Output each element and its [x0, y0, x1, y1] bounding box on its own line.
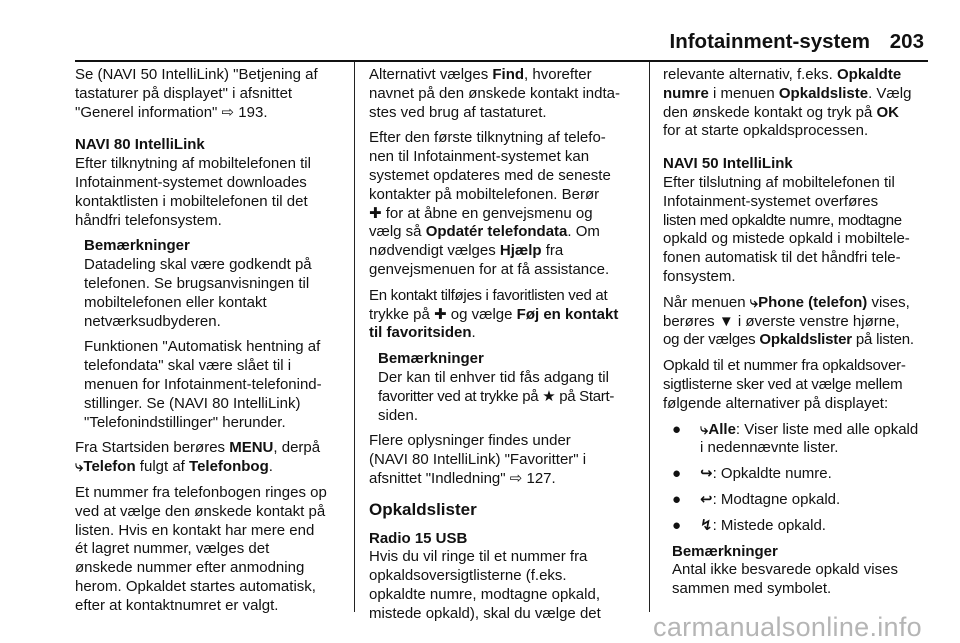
column-1 [75, 66, 347, 623]
radio15-section: Radio 15 USB Hvis du vil ringe til et nummer fra opkaldsoversigtlisterne (f.eks. opkaldte numre, modtagne opkald, mistede opkald), skal du vælge det [369, 530, 641, 624]
column-2 [369, 66, 641, 631]
instruction-paragraph: Fra Startsiden berøres MENU, derpå ⤷Telefon fulgt af Telefonbog. [75, 439, 321, 476]
page-header [0, 30, 960, 56]
intro-paragraph: Se (NAVI 50 IntelliLink) "Betjening af tastaturer på displayet" i afsnittet "Generel information" ⇨ 193. [75, 66, 318, 121]
note-block: Bemærkninger Antal ikke besvarede opkald vises sammen med symbolet. [672, 543, 931, 599]
column-divider-1 [354, 62, 355, 612]
body-paragraph: En kontakt tilføjes i favoritlisten ved at trykke på ✚ og vælge Føj en kontakt til favoritsiden. [369, 286, 619, 342]
body-paragraph: Alternativt vælges Find, hvorefter navnet på den ønskede kontakt indta- stes ved brug af tastaturet. [369, 66, 621, 121]
phone-icon: ⤷ [700, 420, 709, 438]
menu-keyword: MENU [229, 439, 274, 457]
body-paragraph: Opkald til et nummer fra opkaldsover- sigtlisterne sker ved at vælge mellem følgende alternativer på displayet: [663, 357, 906, 412]
watermark: carmanualsonline.info [653, 612, 922, 642]
note-heading: Bemærkninger [672, 542, 778, 560]
subsection-heading: Radio 15 USB [369, 529, 468, 547]
section-heading: NAVI 50 IntelliLink [663, 155, 793, 173]
note-heading: Bemærkninger [84, 237, 190, 255]
note-heading: Bemærkninger [378, 350, 484, 368]
body-paragraph: Når menuen ⤷Phone (telefon) vises, berøres ▼ i øverste venstre hjørne, og der vælges Opkaldslister på listen. [663, 293, 914, 349]
column-3 [663, 66, 931, 606]
list-item: ● ↩: Modtagne opkald. [672, 490, 841, 508]
body-paragraph: Flere oplysninger findes under (NAVI 80 IntelliLink) "Favoritter" i afsnittet "Indledning" ⇨ 127. [369, 432, 587, 487]
phone-icon: ⤷ [749, 293, 759, 311]
page-title: Infotainment-system [669, 30, 870, 53]
call-list-options [663, 421, 931, 536]
page-number: 203 [889, 30, 924, 53]
header-rule [75, 60, 928, 62]
note-paragraph: Funktionen "Automatisk hentning af telefondata" skal være slået til i menuen for Infotainment-telefonind- stillinger. Se (NAVI 80 IntelliLink) "Telefonindstillinger" herunder. [84, 338, 322, 431]
bullet: ● [672, 465, 682, 483]
bullet: ● [672, 516, 682, 534]
list-item: ● ↯: Mistede opkald. [672, 516, 826, 534]
list-item: ● ⤷Alle: Viser liste med alle opkald i nedennævnte lister. [672, 420, 919, 457]
plus-icon: ✚ [434, 305, 447, 323]
outgoing-call-icon: ↪ [700, 465, 713, 483]
section-heading: NAVI 80 IntelliLink [75, 136, 205, 154]
note-block: Bemærkninger Datadeling skal være godkendt på telefonen. Se brugsanvisningen til mobiltelefonen eller kontakt netværksudbyderen. [84, 237, 347, 331]
missed-call-icon: ↯ [700, 516, 713, 534]
bullet: ● [672, 490, 682, 508]
body-paragraph: Efter den første tilknytning af telefo- nen til Infotainment-systemet kan systemet opdateres med de seneste kontakter på mobiltelefonen. Berør ✚ for at åbne en genvejsmenu og vælg så Opdatér telefondata. Om nødvendigt vælges Hjælp fra genvejsmenuen for at få assistance. [369, 129, 611, 278]
column-divider-2 [649, 62, 650, 612]
bullet: ● [672, 420, 682, 438]
navi50-section: NAVI 50 IntelliLink Efter tilslutning af mobiltelefonen til Infotainment-systemet overføres listen med opkaldte numre, modtagne opkald og mistede opkald i mobiltele- fonen automatisk til det håndfri tele- fonsystem. [663, 155, 931, 287]
body-paragraph: Et nummer fra telefonbogen ringes op ved at vælge den ønskede kontakt på listen. Hvis en kontakt har mere end ét lagret nummer, vælges det ønskede nummer efter anmodning herom. Opkaldet startes automatisk, efter at kontaktnumret er valgt. [75, 483, 327, 614]
star-icon: ★ [542, 387, 556, 405]
incoming-call-icon: ↩ [700, 490, 713, 508]
list-item: ● ↪: Opkaldte numre. [672, 465, 832, 483]
note-block: Bemærkninger Der kan til enhver tid fås adgang til favoritter ved at trykke på ★ på Start- siden. [378, 350, 641, 425]
plus-icon: ✚ [369, 204, 382, 222]
navi80-section: NAVI 80 IntelliLink Efter tilknytning af mobiltelefonen til Infotainment-systemet downloades kontaktlisten i mobiltelefonen til det håndfri telefonsystem. [75, 136, 347, 230]
body-paragraph: relevante alternativ, f.eks. Opkaldte numre i menuen Opkaldsliste. Vælg den ønskede kontakt og tryk på OK for at starte opkaldsprocessen. [663, 66, 912, 140]
phone-icon: ⤷ [75, 458, 84, 476]
section-heading: Opkaldslister [369, 499, 477, 519]
